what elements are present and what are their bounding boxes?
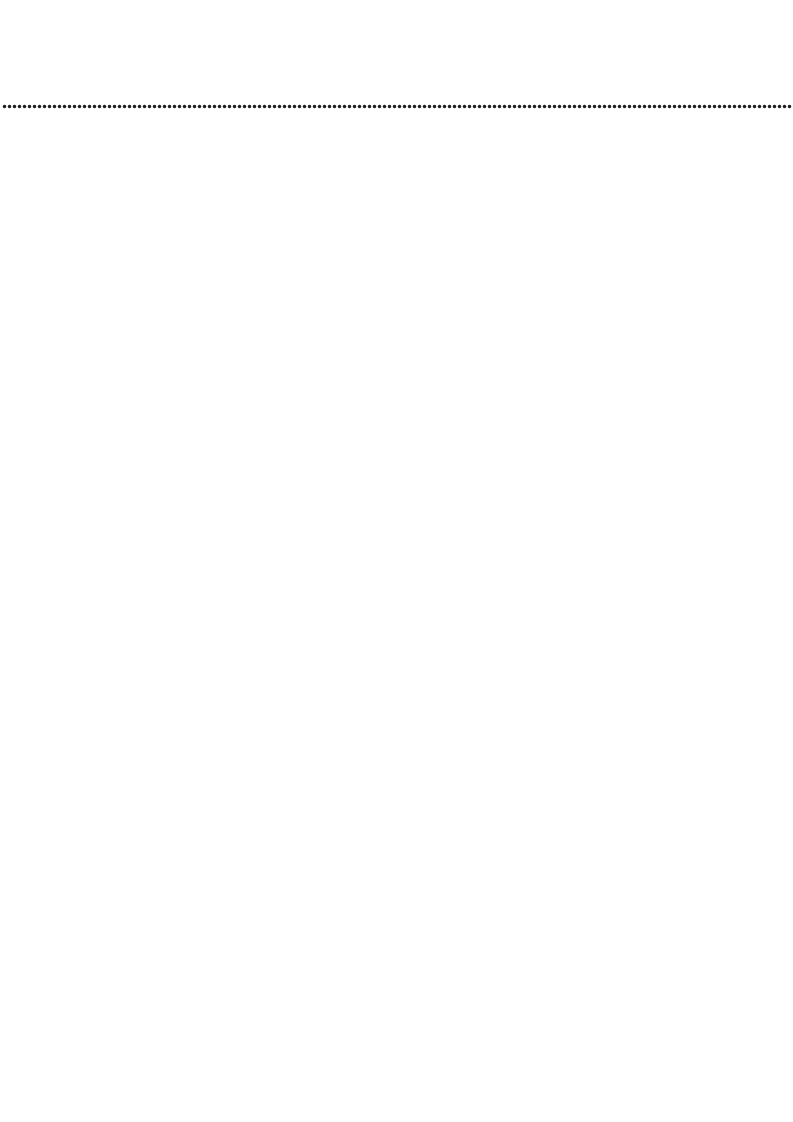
dotted-separator (2, 104, 792, 109)
